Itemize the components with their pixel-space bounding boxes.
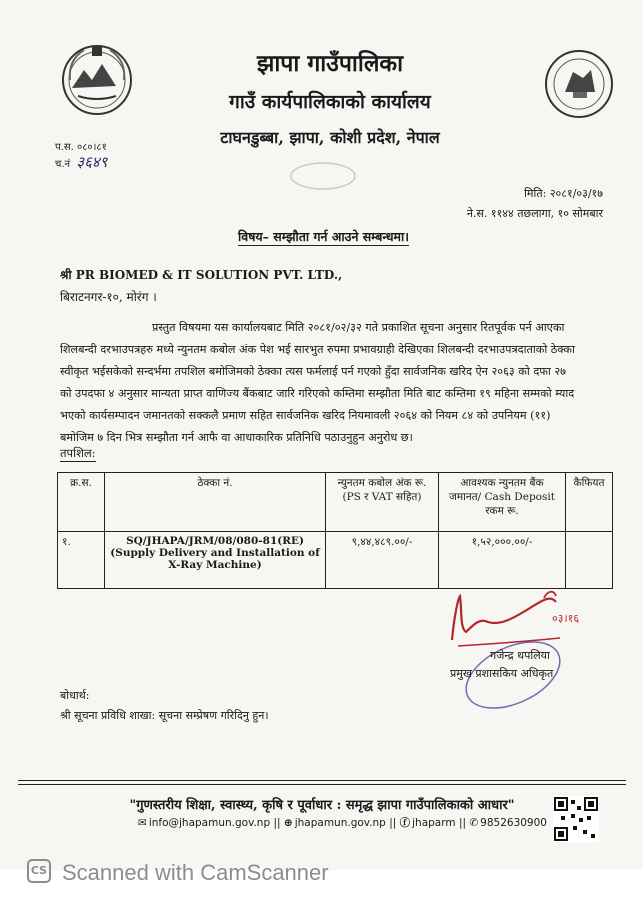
table-label: तपशिल:	[60, 446, 96, 460]
ref-cn-label: च.नं	[55, 159, 71, 170]
cell-deposit: १,५२,०००.००/-	[439, 532, 566, 589]
body-line: स्वीकृत भईसकेको सन्दर्भमा तपशिल बमोजिमको ठेक्का त्यस फर्मलाई पर्न गएको हुँदा सार्वजनिक खरिद ऐन २०६३ को दफा २७	[60, 365, 566, 378]
body-line: को उपदफा ४ अनुसार मान्यता प्राप्त वाणिज्य बैंकबाट जारि गरिएको कम्तिमा सम्झौता मिति बाट कम्तिमा १९ महिना सम्मको म्याद	[60, 387, 575, 400]
body-line: भएको कार्यसम्पादन जमानतको सक्कलै प्रमाण सहित सार्वजनिक खरिद नियमावली २०६४ को नियम ८४ को उपनियम (११)	[60, 409, 551, 422]
subject-line: विषय– सम्झौता गर्न आउने सम्बन्धमा।	[238, 229, 409, 244]
cell-sn: १.	[58, 532, 105, 589]
footer-phone: 9852630900	[480, 817, 547, 829]
col-header-sn: क्र.स.	[58, 473, 105, 532]
ref-ps-value: ०८०।८१	[77, 142, 107, 153]
body-line: प्रस्तुत विषयमा यस कार्यालयबाट मिति २०८१/०२/३२ गते प्रकाशित सूचना अनुसार रितपूर्वक पर्न आएका	[152, 321, 565, 334]
phone-icon: ✆	[469, 817, 479, 829]
date-miti: मिति: २०८१/०३/१७	[524, 187, 603, 200]
date-nepal-sambat: ने.स. ११४४ तछलागा, १० सोमबार	[466, 207, 603, 220]
footer-motto: "गुणस्तरीय शिक्षा, स्वास्थ्य, कृषि र पूर्वाधार : समृद्ध झापा गाउँपालिकाको आधार"	[129, 798, 515, 813]
municipality-seal-logo	[543, 48, 615, 120]
ref-cn	[55, 152, 107, 172]
globe-icon: ⊕	[283, 817, 293, 829]
contract-table	[57, 472, 613, 589]
signature-date: ०३।१६	[552, 612, 580, 625]
qr-code	[553, 796, 599, 842]
signatory-name: गजेन्द्र थपलिया	[490, 649, 550, 662]
body-line: बमोजिम ७ दिन भित्र सम्झौता गर्न आफै वा आधाकारिक प्रतिनिधि पठाउनुहुन अनुरोध छ।	[60, 431, 413, 444]
header-address: टाघनडुब्बा, झापा, कोशी प्रदेश, नेपाल	[220, 128, 440, 147]
col-header-remarks: कैफियत	[566, 473, 613, 532]
cell-remarks	[566, 532, 613, 589]
footer-fb: jhaparm	[412, 817, 456, 829]
table-row	[58, 532, 613, 589]
camscanner-logo: CS	[27, 859, 51, 883]
faint-stamp-mark	[288, 160, 358, 192]
cc-line: श्री सूचना प्रविधि शाखा: सूचना सम्प्रेषण गरिदिनु हुन।	[60, 709, 269, 722]
col-header-min-bid: न्युनतम कबोल अंक रू. (PS र VAT सहित)	[326, 473, 439, 532]
signatory-role: प्रमुख प्रशासकिय अधिकृत	[450, 667, 554, 680]
footer-email: info@jhapamun.gov.np	[148, 817, 271, 829]
cell-contract-desc: (Supply Delivery and Installation of X-Ray Machine)	[110, 547, 320, 571]
camscanner-watermark-text: Scanned with CamScanner	[62, 860, 329, 885]
letter-body	[60, 317, 620, 449]
col-header-contract: ठेक्का नं.	[105, 473, 326, 532]
footer-divider	[18, 784, 626, 785]
cell-contract-no: SQ/JHAPA/JRM/08/080-81(RE)	[126, 535, 304, 547]
col-header-deposit: आवश्यक न्युनतम बैंक जमानत/ Cash Deposit रकम रू.	[439, 473, 566, 532]
addressee-place: बिराटनगर-१०, मोरंग ।	[60, 290, 157, 304]
header-office-name: गाउँ कार्यपालिकाको कार्यालय	[229, 91, 431, 113]
ref-ps-label: प.स.	[55, 142, 74, 153]
table-header-row	[58, 473, 613, 532]
footer-web: jhapamun.gov.np	[294, 817, 386, 829]
footer-divider	[18, 780, 626, 781]
addressee-name: श्री PR BIOMED & IT SOLUTION PVT. LTD.,	[60, 268, 343, 282]
ref-ps	[55, 139, 107, 153]
nepal-emblem-logo	[58, 40, 136, 118]
header-municipality-name: झापा गाउँपालिका	[256, 50, 404, 77]
facebook-icon: ⓕ	[399, 817, 411, 829]
footer-contact: ✉ info@jhapamun.gov.np || ⊕ jhapamun.gov.np || ⓕ jhaparm || ✆ 9852630900	[138, 817, 547, 829]
ref-cn-value: ३६४९	[76, 153, 108, 171]
mail-icon: ✉	[138, 817, 147, 829]
cc-label: बोधार्थ:	[60, 689, 90, 702]
cell-min-bid: ९,४४,४८९.००/-	[326, 532, 439, 589]
cell-contract	[105, 532, 326, 589]
body-line: शिलबन्दी दरभाउपत्रहरु मध्ये न्युनतम कबोल अंक पेश भई सारभुत रुपमा प्रभावग्राही देखिएका शिलबन्दी दरभाउपत्रदाताको ठेक्का	[60, 343, 575, 356]
